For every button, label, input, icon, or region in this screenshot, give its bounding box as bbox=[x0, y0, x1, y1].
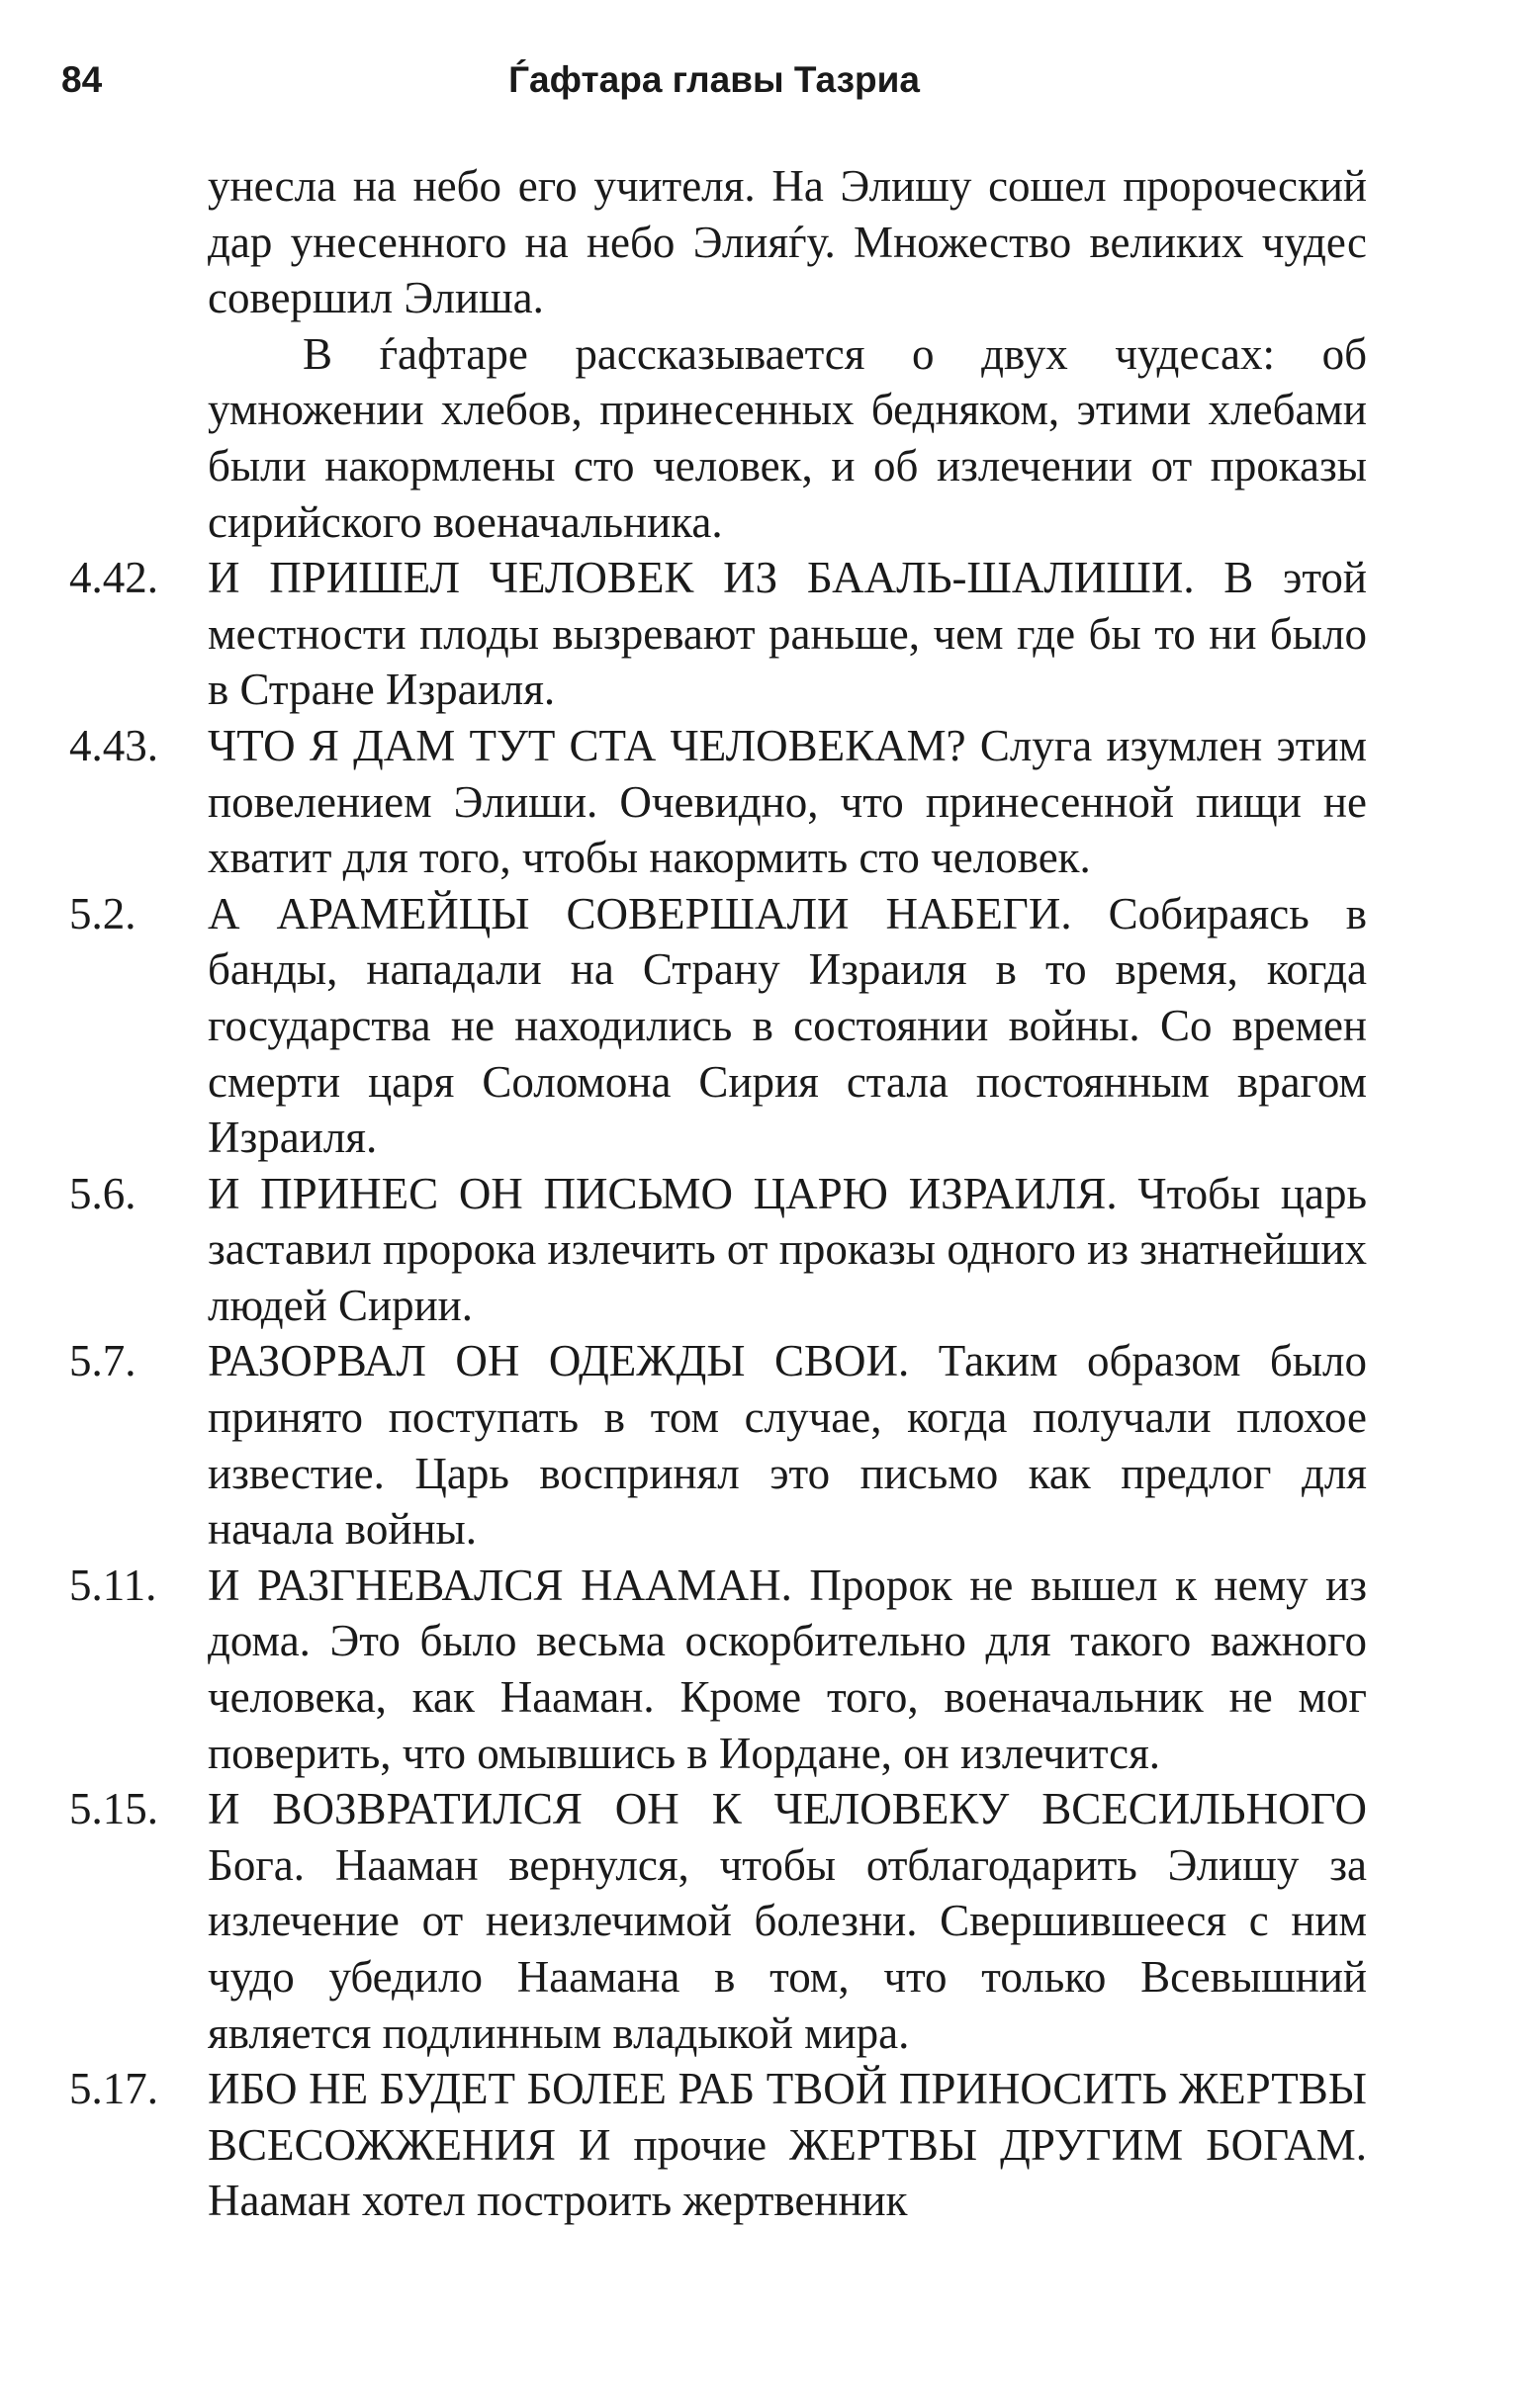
verse-number: 5.2. bbox=[69, 888, 136, 938]
commentary-entry bbox=[69, 1333, 1367, 1557]
commentary-text: ИБО НЕ БУДЕТ БОЛЕЕ РАБ ТВОЙ ПРИНОСИТЬ ЖЕРТВЫ ВСЕСОЖЖЕНИЯ И прочие ЖЕРТВЫ ДРУГИМ БОГАМ. Нааман хотел построить жертвенник bbox=[208, 2064, 1367, 2226]
commentary-entry bbox=[69, 550, 1367, 718]
commentary-text: И ПРИНЕС ОН ПИСЬМО ЦАРЮ ИЗРАИЛЯ. Чтобы царь заставил пророка излечить от проказы одного из знатнейших людей Сирии. bbox=[208, 1168, 1367, 1330]
running-title: Ѓафтара главы Тазриа bbox=[508, 59, 920, 100]
verse-number: 4.43. bbox=[69, 720, 158, 770]
verse-number: 5.15. bbox=[69, 1784, 158, 1834]
commentary-text: А АРАМЕЙЦЫ СОВЕРШАЛИ НАБЕГИ. Собираясь в банды, нападали на Страну Израиля в то время, когда государства не находились в состоянии войны. Со времен смерти царя Соломона Сирия стала постоянным врагом Израиля. bbox=[208, 888, 1367, 1163]
commentary-entry bbox=[69, 886, 1367, 1166]
verse-number: 5.11. bbox=[69, 1560, 157, 1610]
verse-number: 5.6. bbox=[69, 1168, 136, 1218]
verse-number: 4.42. bbox=[69, 553, 158, 603]
page-number: 84 bbox=[61, 59, 103, 100]
commentary-entry bbox=[69, 1781, 1367, 2061]
intro-paragraph: унесла на небо его учителя. На Элишу сошел пророческий дар унесенного на небо Элияѓу. Множество великих чудес совершил Элиша. bbox=[208, 161, 1367, 323]
page-header bbox=[61, 59, 1367, 119]
commentary-text: РАЗОРВАЛ ОН ОДЕЖДЫ СВОИ. Таким образом было принято поступать в том случае, когда получали плохое известие. Царь воспринял это письмо как предлог для начала войны. bbox=[208, 1336, 1367, 1555]
intro-paragraph: В ѓафтаре рассказывается о двух чудесах: об умножении хлебов, принесенных бедняком, этими хлебами были накормлены сто человек, и об излечении от проказы сирийского военачальника. bbox=[208, 328, 1367, 547]
commentary-text: И ПРИШЕЛ ЧЕЛОВЕК ИЗ БААЛЬ-ШАЛИШИ. В этой местности плоды вызревают раньше, чем где бы то ни было в Стране Израиля. bbox=[208, 553, 1367, 715]
commentary-text: ЧТО Я ДАМ ТУТ СТА ЧЕЛОВЕКАМ? Слуга изумлен этим повелением Элиши. Очевидно, что принесенной пищи не хватит для того, чтобы накормить сто человек. bbox=[208, 720, 1367, 883]
commentary-entry bbox=[69, 1166, 1367, 1334]
commentary-entry bbox=[69, 718, 1367, 886]
commentary-entry bbox=[69, 2061, 1367, 2229]
page-body bbox=[69, 158, 1367, 2229]
commentary-entry bbox=[69, 1558, 1367, 1781]
commentary-text: И ВОЗВРАТИЛСЯ ОН К ЧЕЛОВЕКУ ВСЕСИЛЬНОГО Бога. Нааман вернулся, чтобы отблагодарить Элишу за излечение от неизлечимой болезни. Свершившееся с ним чудо убедило Наамана в том, что только Всевышний является подлинным владыкой мира. bbox=[208, 1784, 1367, 2058]
verse-number: 5.17. bbox=[69, 2064, 158, 2114]
commentary-text: И РАЗГНЕВАЛСЯ НААМАН. Пророк не вышел к нему из дома. Это было весьма оскорбительно для такого важного человека, как Нааман. Кроме того, военачальник не мог поверить, что омывшись в Иордане, он излечится. bbox=[208, 1560, 1367, 1778]
verse-number: 5.7. bbox=[69, 1336, 136, 1386]
